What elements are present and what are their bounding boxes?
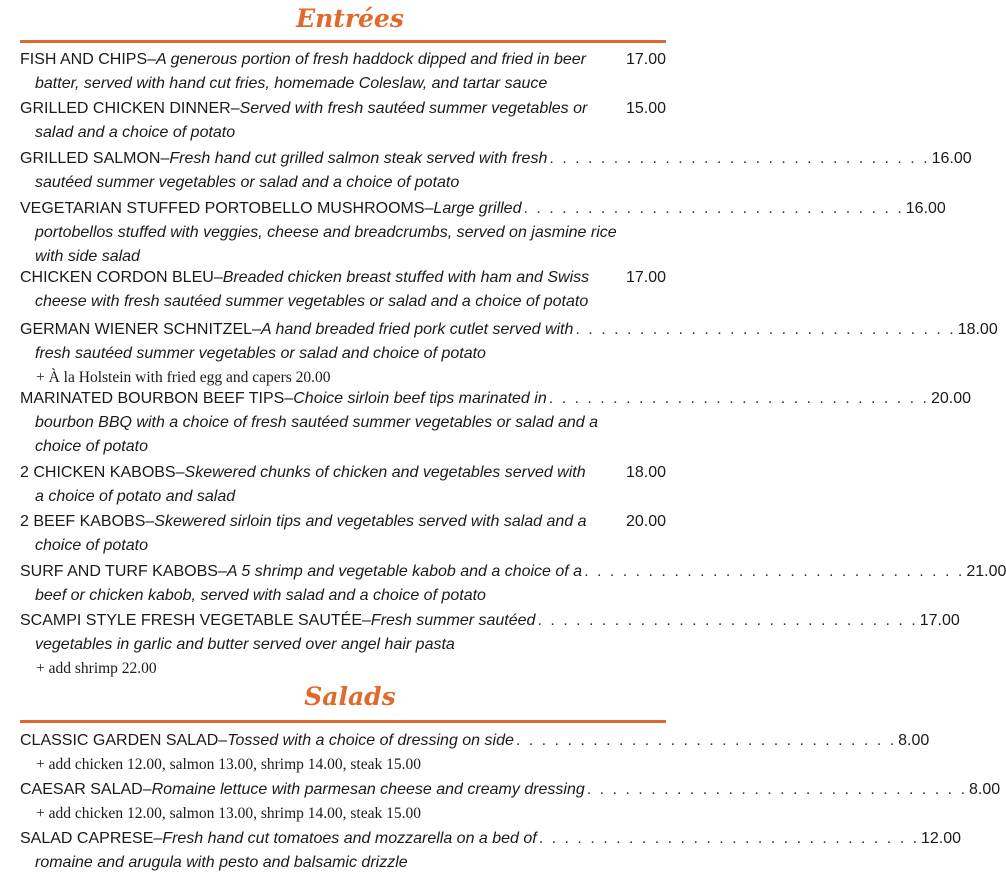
menu-item-name: 2 BEEF KABOBS [20,513,146,530]
dot-leader: . . . . . . . . . . . . . . . . . . . . . . . . . . . . . . [586,781,968,798]
menu-item-description-continued: choice of potato [35,438,148,455]
dash-separator: – [142,781,152,798]
menu-item [20,387,972,459]
dot-leader: . . . . . . . . . . . . . . . . . . . . . . . . . . . . . . [548,390,929,407]
dash-separator: – [147,51,157,68]
menu-item-description-continued: fresh sautéed summer vegetables or salad and choice of potato [35,345,486,362]
menu-item-first-line [20,48,666,72]
menu-item [20,609,960,681]
menu-item [20,266,666,314]
menu-item-description-continued: bourbon BBQ with a choice of fresh sautéed summer vegetables or salad and a [35,414,598,431]
menu-item-description-continued: batter, served with hand cut fries, homemade Coleslaw, and tartar sauce [35,75,548,92]
menu-item-description: Fresh hand cut grilled salmon steak served with fresh [169,150,548,167]
menu-item-price: 17.00 [919,612,960,629]
menu-item-description-continued: vegetables in garlic and butter served over angel hair pasta [35,636,455,653]
menu-item [20,827,962,875]
menu-item [20,461,666,509]
dash-separator: – [175,464,185,481]
menu-item-first-line [20,97,666,121]
section-title: Entrées [296,4,404,33]
menu-item-description: Choice sirloin beef tips marinated in [293,390,547,407]
dash-separator: – [252,321,261,338]
dash-separator: – [160,150,170,167]
dash-separator: – [153,830,163,847]
menu-item [20,510,666,558]
menu-item-price: 12.00 [921,830,962,847]
menu-item-description: Served with fresh sautéed summer vegetables or [239,100,588,117]
menu-item [20,48,666,96]
dot-leader: . . . . . . . . . . . . . . . . . . . . . . . . . . . . . . [523,200,904,217]
menu-item-first-line [20,560,1006,584]
menu-item-description-continued: romaine and arugula with pesto and balsamic drizzle [35,854,408,871]
menu-item-description: Fresh summer sautéed [370,612,536,629]
menu-item-description-continued: choice of potato [35,537,148,554]
menu-item-addon: + add chicken 12.00, salmon 13.00, shrimp 14.00, steak 15.00 [36,805,421,822]
menu-item-description-continued: with side salad [35,248,140,265]
menu-item-first-line [20,778,1001,802]
dash-separator: – [218,732,228,749]
menu-item-price: 20.00 [625,513,666,530]
menu-item-price: 18.00 [957,321,998,338]
menu-item-name: CAESAR SALAD [20,781,143,798]
dot-leader: . . . . . . . . . . . . . . . . . . . . . . . . . . . . . . [549,150,930,167]
menu-item-first-line [20,318,998,342]
menu-item-first-line [20,510,666,534]
menu-item-description: Skewered sirloin tips and vegetables served with salad and a [154,513,587,530]
menu-item-description: Large grilled [433,200,522,217]
dash-separator: – [362,612,371,629]
dot-leader: . . . . . . . . . . . . . . . . . . . . . . . . . . . . . . [515,732,897,749]
menu-item-price: 16.00 [931,150,972,167]
menu-item-description-continued: cheese with fresh sautéed summer vegetables or salad and a choice of potato [35,293,589,310]
menu-item-description: A hand breaded fried pork cutlet served with [260,321,574,338]
dash-separator: – [284,390,294,407]
menu-item-description: Fresh hand cut tomatoes and mozzarella on a bed of [162,830,537,847]
menu-item-price: 21.00 [966,563,1006,580]
menu-item-name: MARINATED BOURBON BEEF TIPS [20,390,285,407]
menu-item-price: 8.00 [898,732,930,749]
dash-separator: – [424,200,434,217]
dot-leader: . . . . . . . . . . . . . . . . . . . . . . . . . . . . . . [538,830,920,847]
dash-separator: – [213,269,223,286]
menu-item-description-continued: sautéed summer vegetables or salad and a choice of potato [35,174,460,191]
menu-item-addon: + add chicken 12.00, salmon 13.00, shrimp 14.00, steak 15.00 [36,756,421,773]
section-divider [20,40,666,43]
menu-item-first-line [20,827,962,851]
menu-item-price: 18.00 [625,464,666,481]
menu-item [20,729,930,777]
menu-item-description: Romaine lettuce with parmesan cheese and creamy dressing [151,781,585,798]
dot-leader: . . . . . . . . . . . . . . . . . . . . . . . . . . . . . . [584,563,965,580]
menu-item [20,197,946,269]
menu-item-name: GRILLED CHICKEN DINNER [20,100,231,117]
menu-item-name: SALAD CAPRESE [20,830,154,847]
menu-item-first-line [20,147,972,171]
dash-separator: – [217,563,227,580]
menu-item-description: Tossed with a choice of dressing on side [227,732,514,749]
menu-item-first-line [20,197,946,221]
dot-leader: . . . . . . . . . . . . . . . . . . . . . . . . . . . . . . [575,321,956,338]
menu-item-description-continued: beef or chicken kabob, served with salad and a choice of potato [35,587,486,604]
menu-item-first-line [20,729,930,753]
menu-item [20,778,1001,826]
menu-item-first-line [20,461,666,485]
section-divider [20,720,666,723]
menu-item-price: 17.00 [625,51,666,68]
menu-item-description: Breaded chicken breast stuffed with ham and Swiss [222,269,590,286]
menu-item-addon: + À la Holstein with fried egg and capers 20.00 [36,369,331,386]
menu-item-name: CHICKEN CORDON BLEU [20,269,214,286]
menu-item-price: 17.00 [625,269,666,286]
dash-separator: – [230,100,240,117]
menu-item [20,97,666,145]
menu-item-name: 2 CHICKEN KABOBS [20,464,176,481]
menu-item-description: Skewered chunks of chicken and vegetables served with [184,464,586,481]
menu-item-price: 15.00 [625,100,666,117]
menu-item-price: 16.00 [905,200,946,217]
menu-item-description: A 5 shrimp and vegetable kabob and a choice of a [226,563,583,580]
menu-item-name: VEGETARIAN STUFFED PORTOBELLO MUSHROOMS [20,200,425,217]
menu-item-price: 8.00 [969,781,1001,798]
menu-item-name: FISH AND CHIPS [20,51,148,68]
menu-item-name: SCAMPI STYLE FRESH VEGETABLE SAUTÉE [20,612,363,629]
menu-item-first-line [20,387,972,411]
menu-item-name: GRILLED SALMON [20,150,161,167]
menu-item-price: 20.00 [931,390,972,407]
menu-item-description-continued: portobellos stuffed with veggies, cheese and breadcrumbs, served on jasmine rice [35,224,617,241]
menu-item-description: A generous portion of fresh haddock dipped and fried in beer [156,51,586,68]
menu-item-name: SURF AND TURF KABOBS [20,563,218,580]
menu-item-addon: + add shrimp 22.00 [36,660,157,677]
menu-item [20,318,998,390]
menu-item-first-line [20,609,960,633]
dot-leader: . . . . . . . . . . . . . . . . . . . . . . . . . . . . . . [537,612,918,629]
section-title: Salads [304,682,396,711]
menu-item-name: CLASSIC GARDEN SALAD [20,732,219,749]
dash-separator: – [145,513,155,530]
menu-item-name: GERMAN WIENER SCHNITZEL [20,321,253,338]
menu-item-description-continued: a choice of potato and salad [35,488,236,505]
menu-item-first-line [20,266,666,290]
menu-item [20,560,1006,608]
menu-item-description-continued: salad and a choice of potato [35,124,236,141]
menu-item [20,147,972,195]
